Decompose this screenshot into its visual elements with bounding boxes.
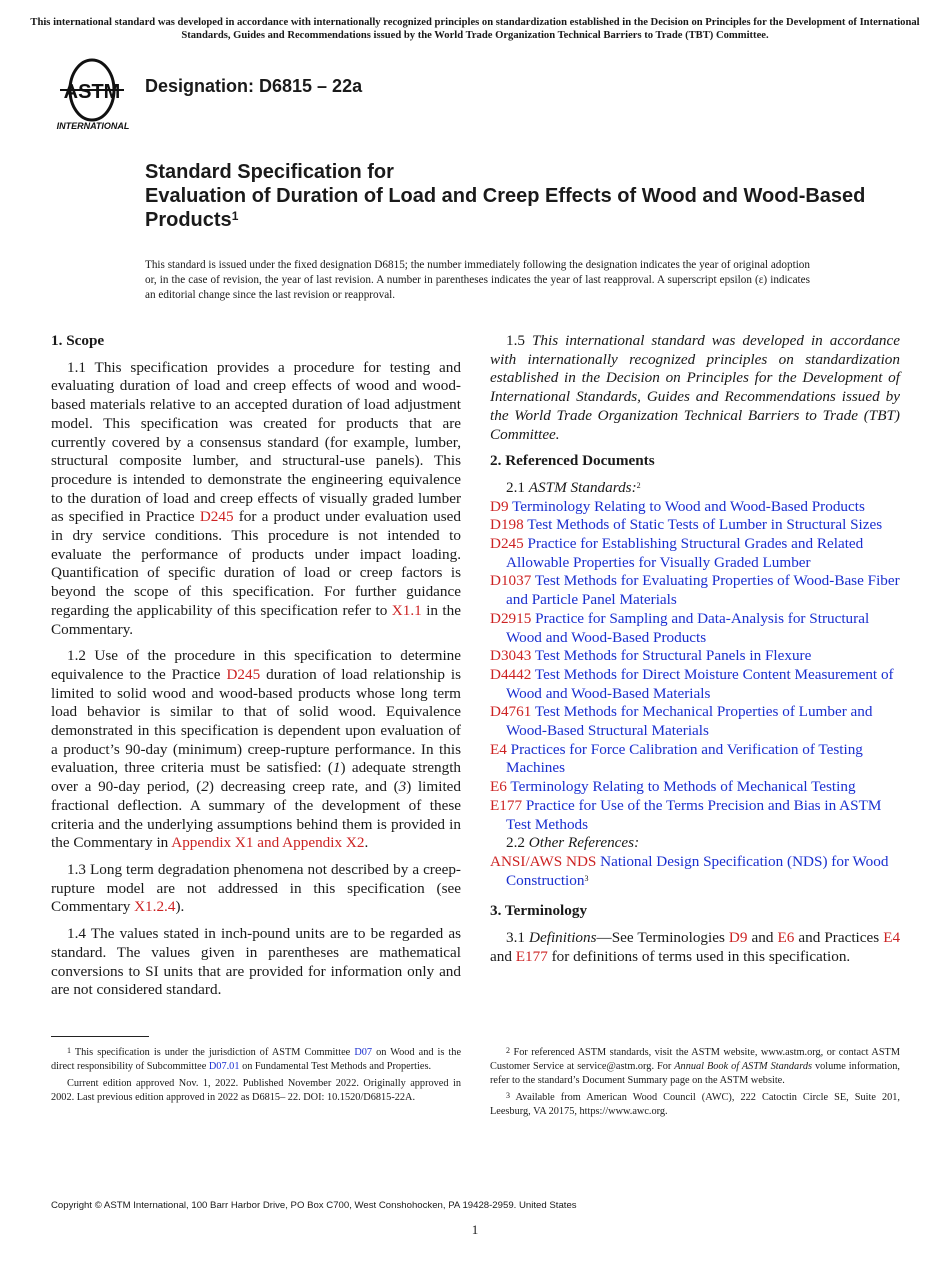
paragraph-1-4: 1.4 The values stated in inch-pound units are to be regarded as standard. The values given in parentheses are mathematical conversions to SI units that are provided for information only and are not considered standard. [51,925,461,999]
reference-item [490,647,900,666]
reference-title-link[interactable]: Practices for Force Calibration and Verification of Testing Machines [506,740,863,777]
title-line-2: Evaluation of Duration of Load and Creep Effects of Wood and Wood-Based Products$^1$ [145,185,866,231]
title-footnote-mark: 1 [231,209,239,223]
reference-title-link[interactable]: Test Methods for Mechanical Properties of Lumber and Wood-Based Structural Materials [506,703,873,740]
link-e177[interactable]: E177 [515,947,548,965]
reference-list [490,498,900,835]
reference-title-link[interactable]: Terminology Relating to Wood and Wood-Based Products [512,497,865,515]
reference-item [490,610,900,647]
logo-subtext: INTERNATIONAL [56,121,130,131]
footnotes-left [51,1046,461,1108]
paragraph-1-2: 1.2 Use of the procedure in this specification to determine equivalence to the Practice D245 duration of load relationship is limited to solid wood and wood-based products whose long term load behavior is similar to that of solid wood. Equivalence demonstrated in this specification is dependent upon evaluation of a product’s 90-day (minimum) creep-rupture performance. In this evaluation, three criteria must be satisfied: (1) adequate strength over a 90-day period, (2) decreasing creep rate, and (3) limited fractional deflection. A summary of the development of these criteria and the underlying assumptions behind them is provided in the Commentary in Appendix X1 and Appendix X2. [51,647,462,852]
reference-item [490,516,900,535]
paragraph-1-3: 1.3 Long term degradation phenomena not described by a creep-rupture model are not addressed in this specification (see Commentary X1.2.4). [51,860,461,916]
reference-item [490,535,900,572]
footnote-3: $^3$ Available from American Wood Council (AWC), 222 Catoctin Circle SE, Suite 201, Leesburg, VA 20175, https://www.awc.org. [490,1091,900,1117]
reference-title-link[interactable]: National Design Specification (NDS) for Wood Construction [506,852,889,889]
section-heading-referenced-documents: 2. Referenced Documents [490,452,655,470]
reference-item [490,741,900,778]
footnotes-right [490,1046,900,1122]
reference-item [490,572,900,609]
issuance-note: This standard is issued under the fixed designation D6815; the number immediately following the designation indicates the year of original adoption or, in the case of revision, the year of last revision. A number in parentheses indicates the year of last reapproval. A superscript epsilon (ε) indicates an editorial change since the last revision or reapproval. [145,259,810,301]
reference-item [490,797,900,834]
designation: Designation: D6815 – 22a [145,76,363,96]
section-heading-scope: 1. Scope [51,332,105,349]
reference-code-link[interactable]: D4442 [490,665,532,683]
reference-title-link[interactable]: Practice for Establishing Structural Grades and Related Allowable Properties for Visually Graded Lumber [506,535,864,571]
reference-item [490,778,900,797]
link-d245[interactable]: D245 [199,508,234,526]
left-column [51,332,461,1008]
link-d9[interactable]: D9 [728,929,748,947]
reference-item [490,498,900,517]
reference-code-link[interactable]: D9 [490,497,509,515]
reference-code-link[interactable]: E4 [490,740,507,758]
page-number: 1 [471,1222,479,1237]
subsection-other-references: 2.2 Other References: [506,834,640,852]
footnote-1: $^1$ This specification is under the jurisdiction of ASTM Committee D07 on Wood and is the direct responsibility of Subcommittee D07.01 on Fundamental Test Methods and Properties. [51,1046,462,1072]
reference-code-link[interactable]: D2915 [490,609,532,627]
reference-title-link[interactable]: Test Methods for Structural Panels in Flexure [534,647,812,665]
reference-title-link[interactable]: Practice for Sampling and Data-Analysis for Structural Wood and Wood-Based Products [506,609,870,646]
reference-item: ANSI/AWS NDS National Design Specification (NDS) for Wood Construction$^3$ [490,852,889,889]
link-appendix-x1-x2[interactable]: Appendix X1 and Appendix X2 [171,834,365,852]
astm-logo [52,56,134,132]
tbt-notice: This international standard was developed in accordance with internationally recognized principles on standardization established in the Decision on Principles for the Development of International Standards, Guides and Recommendations issued by the World Trade Organization Technical Barriers to Trade (TBT) Committee. [30,17,920,41]
reference-code-link[interactable]: E177 [490,796,523,814]
reference-title-link[interactable]: Practice for Use of the Terms Precision and Bias in ASTM Test Methods [506,796,882,833]
reference-title-link[interactable]: Test Methods for Direct Moisture Content Measurement of Wood and Wood-Based Materials [506,665,894,702]
reference-code-link[interactable]: ANSI/AWS NDS [490,852,597,870]
footnote-1-edition: Current edition approved Nov. 1, 2022. Published November 2022. Originally approved in 2002. Last previous edition approved in 2022 as D6815– 22. DOI: 10.1520/D6815-22A. [51,1078,461,1103]
paragraph-1-5: 1.5 This international standard was developed in accordance with internationally recognized principles on standardization established in the Decision on Principles for the Development of International Standards, Guides and Recommendations issued by the World Trade Organization Technical Barriers to Trade (TBT) Committee. [490,332,901,443]
link-e6[interactable]: E6 [777,929,795,947]
reference-title-link[interactable]: Terminology Relating to Methods of Mechanical Testing [510,778,856,796]
link-x1-2-4[interactable]: X1.2.4 [134,898,176,916]
title-line-1: Standard Specification for [145,161,394,183]
logo-text: ASTM [63,81,121,103]
link-e4[interactable]: E4 [883,929,901,947]
link-x1-1[interactable]: X1.1 [391,601,422,619]
reference-code-link[interactable]: D245 [490,535,524,553]
reference-item [490,703,900,740]
footnote-divider [51,1036,149,1037]
link-d07[interactable]: D07 [354,1047,373,1058]
subsection-astm-standards: 2.1 ASTM Standards:$^2$ [506,478,641,496]
reference-title-link[interactable]: Test Methods for Evaluating Properties of Wood-Base Fiber and Particle Panel Materials [506,572,900,609]
copyright: Copyright © ASTM International, 100 Barr Harbor Drive, PO Box C700, West Conshohocken, PA 19428-2959. United States [51,1200,577,1211]
link-d245[interactable]: D245 [226,665,261,683]
paragraph-3-1: 3.1 Definitions—See Terminologies D9 and E6 and Practices E4 and E177 for definitions of terms used in this specification. [490,929,901,965]
reference-title-link[interactable]: Test Methods of Static Tests of Lumber in Structural Sizes [527,516,883,534]
reference-code-link[interactable]: D1037 [490,572,532,590]
reference-code-link[interactable]: D4761 [490,703,532,721]
footnote-2: $^2$ For referenced ASTM standards, visit the ASTM website, www.astm.org, or contact ASTM Customer Service at service@astm.org. For Annual Book of ASTM Standards volume information, refer to the standard’s Document Summary page on the ASTM website. [490,1046,901,1086]
right-column [490,332,900,975]
reference-code-link[interactable]: D198 [490,516,524,534]
reference-item [490,666,900,703]
reference-code-link[interactable]: D3043 [490,647,532,665]
section-heading-terminology: 3. Terminology [490,902,588,920]
paragraph-1-1: 1.1 This specification provides a procedure for testing and evaluating duration of load and creep effects of wood and wood-based materials relative to an accepted duration of load adjustment model. This specification was created for products that are currently covered by a consensus standard (for example, lumber, structural composite lumber, and structural-use panels). This procedure is intended to demonstrate the engineering equivalence to the duration of load and creep effects of visually graded lumber as specified in Practice D245 for a product under evaluation used in dry service conditions. This procedure is not intended to evaluate the performance of products under impact loading. Quantification of specific duration of load or creep factors is beyond the scope of this specification. For further guidance regarding the applicability of this specification refer to X1.1 in the Commentary. [51,358,461,638]
link-d07-01[interactable]: D07.01 [208,1061,240,1072]
reference-code-link[interactable]: E6 [490,778,507,796]
page-title [145,160,885,232]
